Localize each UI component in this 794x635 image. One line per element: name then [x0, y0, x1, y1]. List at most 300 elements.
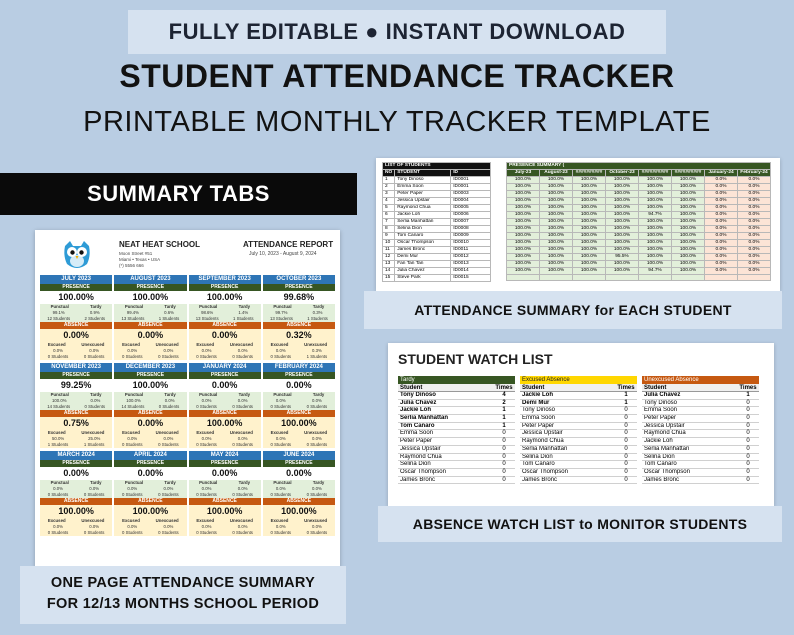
- unexcused-label: Unexcused: [304, 342, 328, 347]
- presence-value: 100.0%: [606, 261, 639, 268]
- presence-value: 100.0%: [507, 268, 540, 275]
- presence-label: PRESENCE: [263, 372, 335, 379]
- row-number: 8: [383, 226, 395, 233]
- main-title: STUDENT ATTENDANCE TRACKER: [119, 58, 675, 94]
- month-name: MARCH 2024: [40, 451, 112, 460]
- unexcused-value: 0.3%: [312, 348, 322, 353]
- table-row: [507, 268, 771, 275]
- presence-value: 100.0%: [573, 212, 606, 219]
- presence-value: 100.0%: [540, 247, 573, 254]
- watch-times: 0: [624, 422, 628, 429]
- excused-label: Excused: [47, 518, 66, 523]
- tardy-students: 2 Students: [84, 316, 106, 321]
- presence-value: 0.0%: [705, 205, 738, 212]
- presence-value: 100.0%: [639, 184, 672, 191]
- presence-value: 100.0%: [672, 212, 705, 219]
- watch-row: [520, 477, 637, 485]
- watch-student-name: Jessica Upstair: [400, 445, 441, 452]
- tardy-label: Tardy: [164, 304, 176, 309]
- punctual-students: 0 Students: [196, 492, 217, 497]
- unexcused-label: Unexcused: [155, 430, 179, 435]
- attendance-summary-sheet: [376, 158, 780, 291]
- month-name: DECEMBER 2023: [114, 363, 186, 372]
- table-row: [507, 219, 771, 226]
- presence-value: 0.0%: [738, 254, 771, 261]
- presence-value: 0.0%: [705, 240, 738, 247]
- excused-students: 0 Students: [47, 530, 69, 535]
- student-name: Emma Soon: [395, 184, 451, 191]
- watch-row: [398, 392, 515, 400]
- presence-value: 100.0%: [573, 247, 606, 254]
- watch-student-name: Emma Soon: [644, 407, 678, 414]
- presence-value: 0.0%: [738, 226, 771, 233]
- month-name: MAY 2024: [189, 451, 261, 460]
- tardy-value: 1.4%: [238, 310, 249, 315]
- absence-label: ABSENCE: [114, 322, 186, 329]
- presence-value: 100.0%: [573, 261, 606, 268]
- table-row: [383, 219, 491, 226]
- student-id: ID0014: [451, 268, 491, 275]
- watch-student-name: Julia Chavez: [400, 399, 437, 406]
- row-number: 7: [383, 219, 395, 226]
- student-id: ID0006: [451, 212, 491, 219]
- presence-value: 0.0%: [738, 219, 771, 226]
- watch-times: 0: [624, 453, 628, 460]
- table-header-row: [507, 170, 771, 177]
- absence-label: ABSENCE: [189, 322, 261, 329]
- presence-value: 100.0%: [639, 177, 672, 184]
- summary-header: PRESENCE SUMMARY (: [507, 163, 771, 170]
- month-card: [189, 363, 261, 448]
- punctual-value: 0.0%: [53, 486, 63, 491]
- caption-line: FOR 12/13 MONTHS SCHOOL PERIOD: [46, 596, 320, 612]
- absence-label: ABSENCE: [263, 498, 335, 505]
- watch-student-name: Selina Dion: [644, 453, 675, 460]
- table-row: [507, 177, 771, 184]
- excused-label: Excused: [47, 342, 66, 347]
- unexcused-students: 0 Students: [158, 354, 179, 359]
- tardy-value: 0.0%: [312, 398, 322, 403]
- presence-value: 0.0%: [705, 247, 738, 254]
- unexcused-value: 0.0%: [237, 524, 248, 529]
- presence-label: PRESENCE: [263, 284, 335, 291]
- presence-percent: 99.25%: [40, 379, 112, 392]
- watch-subheader: [398, 384, 515, 392]
- excused-value: 0.0%: [53, 524, 63, 529]
- watch-row: [642, 438, 759, 446]
- month-card: [263, 363, 335, 448]
- absence-sub-students: [189, 354, 261, 360]
- presence-value: 100.0%: [606, 212, 639, 219]
- tardy-label: Tardy: [90, 304, 102, 309]
- presence-value: [639, 275, 672, 281]
- presence-value: 100.0%: [540, 240, 573, 247]
- unexcused-value: 0.0%: [163, 348, 174, 353]
- presence-value: 100.0%: [507, 254, 540, 261]
- watch-row: [642, 477, 759, 485]
- presence-value: 100.0%: [540, 219, 573, 226]
- student-list-table: [382, 162, 491, 282]
- punctual-value: 99.7%: [275, 310, 288, 315]
- presence-value: 100.0%: [606, 226, 639, 233]
- watch-times: 0: [746, 415, 750, 422]
- presence-value: 100.0%: [672, 233, 705, 240]
- presence-value: 94.7%: [639, 268, 672, 275]
- table-row: [383, 275, 491, 282]
- watch-column-header: Unexcused Absence: [642, 376, 759, 384]
- tardy-students: 0 Students: [158, 492, 179, 497]
- table-row: [383, 212, 491, 219]
- watch-times: 0: [624, 407, 628, 414]
- unexcused-students: 1 Students: [83, 442, 105, 447]
- watch-student-name: Jackie Loh: [400, 407, 432, 414]
- excused-label: Excused: [47, 430, 66, 435]
- excused-value: 50.0%: [51, 436, 65, 441]
- table-row: [507, 247, 771, 254]
- presence-value: 100.0%: [606, 184, 639, 191]
- tardy-label: Tardy: [312, 480, 325, 485]
- student-id: ID0003: [451, 191, 491, 198]
- row-number: 11: [383, 247, 395, 254]
- month-card: [40, 363, 112, 448]
- presence-value: 100.0%: [540, 233, 573, 240]
- column-header: ID: [451, 170, 491, 177]
- watch-times: 0: [502, 438, 506, 445]
- presence-value: 100.0%: [639, 261, 672, 268]
- table-row: [507, 212, 771, 219]
- watch-row: [642, 423, 759, 431]
- month-card: [114, 363, 186, 448]
- presence-value: 0.0%: [705, 254, 738, 261]
- punctual-label: Punctual: [199, 304, 218, 309]
- student-id: ID0008: [451, 226, 491, 233]
- presence-value: [705, 275, 738, 281]
- excused-label: Excused: [196, 342, 215, 347]
- unexcused-value: 0.0%: [163, 436, 174, 441]
- presence-label: PRESENCE: [40, 372, 112, 379]
- presence-value: 100.0%: [540, 205, 573, 212]
- watch-times: 0: [746, 461, 750, 468]
- absence-label: ABSENCE: [40, 322, 112, 329]
- presence-value: 100.0%: [507, 212, 540, 219]
- presence-value: 0.0%: [705, 191, 738, 198]
- presence-value: 100.0%: [606, 198, 639, 205]
- punctual-value: 100.0%: [51, 398, 67, 403]
- month-column-header: ##########: [639, 170, 672, 177]
- watch-row: [398, 438, 515, 446]
- watch-times: 0: [746, 468, 750, 475]
- student-name: Jessica Upstair: [395, 198, 451, 205]
- table-row: [507, 191, 771, 198]
- student-id: ID0013: [451, 261, 491, 268]
- watch-row: [642, 446, 759, 454]
- watch-list-title: STUDENT WATCH LIST: [398, 351, 553, 367]
- presence-value: 100.0%: [606, 233, 639, 240]
- unexcused-label: Unexcused: [155, 518, 179, 523]
- row-number: 14: [383, 268, 395, 275]
- report-title: ATTENDANCE REPORT: [243, 240, 334, 249]
- student-label: Student: [644, 385, 667, 391]
- presence-percent: 0.00%: [40, 467, 112, 480]
- month-name: JANUARY 2024: [189, 363, 261, 372]
- month-card: [263, 451, 335, 536]
- student-id: ID0015: [451, 275, 491, 282]
- watch-student-name: Emma Soon: [400, 430, 434, 437]
- tardy-value: 0.6%: [164, 310, 174, 315]
- table-row: [383, 268, 491, 275]
- watch-times: 0: [502, 453, 506, 460]
- unexcused-value: 0.0%: [312, 436, 322, 441]
- month-card: [189, 451, 261, 536]
- tardy-label: Tardy: [90, 392, 102, 397]
- tardy-value: 0.0%: [163, 486, 174, 491]
- presence-value: 100.0%: [573, 191, 606, 198]
- tardy-label: Tardy: [238, 392, 251, 397]
- watch-student-name: Selina Dion: [400, 461, 431, 468]
- student-id: ID0005: [451, 205, 491, 212]
- unexcused-value: 0.0%: [237, 436, 248, 441]
- table-row: [383, 198, 491, 205]
- watch-times: 0: [624, 468, 628, 475]
- table-row: [507, 184, 771, 191]
- student-id: ID0009: [451, 233, 491, 240]
- presence-summary-table: [506, 162, 771, 281]
- watch-row: [398, 415, 515, 423]
- watch-list-sheet: [388, 343, 774, 507]
- student-id: ID0011: [451, 247, 491, 254]
- unexcused-label: Unexcused: [229, 430, 253, 435]
- unexcused-label: Unexcused: [81, 430, 105, 435]
- watch-times: 0: [746, 407, 750, 414]
- presence-value: 100.0%: [606, 268, 639, 275]
- presence-value: 100.0%: [573, 177, 606, 184]
- presence-value: 0.0%: [738, 247, 771, 254]
- watch-student-name: Jessica Upstair: [644, 422, 685, 429]
- row-number: 4: [383, 198, 395, 205]
- table-row: [507, 275, 771, 281]
- excused-value: 0.0%: [127, 348, 138, 353]
- table-row: [383, 205, 491, 212]
- presence-value: 100.0%: [540, 268, 573, 275]
- excused-value: 0.0%: [275, 436, 286, 441]
- student-name: Raymond Chua: [395, 205, 451, 212]
- unexcused-students: 0 Students: [232, 442, 253, 447]
- watch-row: [642, 469, 759, 477]
- presence-value: 100.0%: [540, 261, 573, 268]
- watch-student-name: Peter Paper: [522, 422, 555, 429]
- watch-times: 0: [624, 445, 628, 452]
- punctual-label: Punctual: [273, 304, 292, 309]
- watch-student-name: James Bronc: [522, 476, 558, 483]
- presence-value: 100.0%: [639, 240, 672, 247]
- watch-times: 2: [502, 399, 506, 406]
- month-name: JULY 2023: [40, 275, 112, 284]
- presence-value: 100.0%: [540, 177, 573, 184]
- presence-value: 100.0%: [507, 247, 540, 254]
- watch-row: [642, 415, 759, 423]
- student-id: ID0010: [451, 240, 491, 247]
- tardy-students: 1 Students: [307, 316, 328, 321]
- table-row: [383, 254, 491, 261]
- summary-tabs-label: SUMMARY TABS: [0, 173, 357, 215]
- presence-value: [672, 275, 705, 281]
- punctual-students: 0 Students: [47, 492, 69, 497]
- punctual-value: 99.1%: [52, 310, 65, 315]
- month-name: APRIL 2024: [114, 451, 186, 460]
- presence-value: 100.0%: [606, 205, 639, 212]
- presence-percent: 0.00%: [114, 467, 186, 480]
- table-row: [507, 198, 771, 205]
- excused-students: 0 Students: [196, 530, 217, 535]
- row-number: 12: [383, 254, 395, 261]
- watch-student-name: James Bronc: [644, 476, 680, 483]
- watch-times: 0: [746, 476, 750, 483]
- presence-value: 100.0%: [639, 219, 672, 226]
- absence-label: ABSENCE: [114, 410, 186, 417]
- presence-value: 100.0%: [540, 184, 573, 191]
- punctual-students: 14 Students: [121, 404, 145, 409]
- absence-label: ABSENCE: [263, 322, 335, 329]
- watch-student-name: Serlia Manhattan: [644, 445, 690, 452]
- absence-sub-students: [114, 442, 186, 448]
- watch-times: 0: [624, 430, 628, 437]
- month-column-header: July-23: [507, 170, 540, 177]
- presence-value: 0.0%: [738, 198, 771, 205]
- presence-value: 0.0%: [738, 212, 771, 219]
- unexcused-value: 25.0%: [88, 436, 101, 441]
- punctual-label: Punctual: [124, 392, 144, 397]
- presence-label: PRESENCE: [114, 460, 186, 467]
- presence-value: 0.0%: [738, 268, 771, 275]
- table-row: [507, 261, 771, 268]
- punctual-label: Punctual: [273, 480, 292, 485]
- excused-value: 0.0%: [127, 436, 138, 441]
- watch-row: [642, 407, 759, 415]
- excused-label: Excused: [196, 518, 215, 523]
- presence-value: 0.0%: [738, 261, 771, 268]
- punctual-label: Punctual: [199, 392, 218, 397]
- presence-percent: 100.00%: [189, 291, 261, 304]
- presence-percent: 0.00%: [263, 379, 335, 392]
- table-row: [383, 233, 491, 240]
- month-column-header: October-23: [606, 170, 639, 177]
- table-row: [383, 191, 491, 198]
- row-number: 2: [383, 184, 395, 191]
- presence-value: 100.0%: [573, 226, 606, 233]
- top-banner: FULLY EDITABLE ● INSTANT DOWNLOAD: [128, 10, 666, 54]
- unexcused-value: 0.0%: [237, 348, 248, 353]
- student-label: Student: [400, 385, 423, 391]
- absence-percent: 0.75%: [40, 417, 112, 430]
- presence-percent: 0.00%: [263, 467, 335, 480]
- watch-times: 1: [502, 415, 506, 422]
- month-card: [114, 275, 186, 360]
- watch-times: 0: [502, 430, 506, 437]
- watch-times: 1: [624, 399, 628, 406]
- unexcused-value: 0.0%: [89, 524, 100, 529]
- owl-logo-icon: [61, 240, 93, 270]
- watch-row: [520, 430, 637, 438]
- excused-students: 0 Students: [47, 354, 69, 359]
- column-header: STUDENT: [395, 170, 451, 177]
- month-column-header: August-23: [540, 170, 573, 177]
- table-row: [383, 247, 491, 254]
- punctual-students: 13 Students: [195, 316, 219, 321]
- presence-value: 100.0%: [507, 233, 540, 240]
- excused-value: 0.0%: [201, 436, 212, 441]
- tardy-students: 0 Students: [84, 404, 106, 409]
- absence-percent: 100.00%: [114, 505, 186, 518]
- watch-times: 0: [502, 461, 506, 468]
- excused-students: 0 Students: [270, 530, 292, 535]
- excused-label: Excused: [196, 430, 215, 435]
- absence-percent: 100.00%: [189, 417, 261, 430]
- presence-label: PRESENCE: [189, 372, 261, 379]
- presence-value: [507, 275, 540, 281]
- presence-value: 100.0%: [573, 254, 606, 261]
- presence-value: 0.0%: [705, 233, 738, 240]
- row-number: 3: [383, 191, 395, 198]
- presence-value: 0.0%: [705, 177, 738, 184]
- absence-percent: 0.00%: [189, 329, 261, 342]
- presence-value: 100.0%: [672, 226, 705, 233]
- excused-label: Excused: [122, 518, 140, 523]
- watch-row: [642, 430, 759, 438]
- watch-student-name: Peter Paper: [400, 438, 433, 445]
- unexcused-label: Unexcused: [229, 518, 253, 523]
- unexcused-students: 0 Students: [232, 530, 253, 535]
- watch-row: [642, 461, 759, 469]
- presence-value: 100.0%: [540, 191, 573, 198]
- excused-students: 0 Students: [122, 442, 143, 447]
- watch-student-name: Tony Dinoso: [644, 399, 678, 406]
- table-row: [507, 254, 771, 261]
- watch-times: 0: [746, 453, 750, 460]
- watch-student-name: Tom Canaro: [644, 461, 677, 468]
- row-number: 13: [383, 261, 395, 268]
- tardy-label: Tardy: [238, 480, 251, 485]
- report-date-range: July 10, 2023 - August 9, 2024: [249, 251, 317, 257]
- presence-value: [738, 275, 771, 281]
- caption-one-page-summary: [20, 566, 346, 624]
- punctual-students: 12 Students: [47, 316, 71, 321]
- presence-value: 100.0%: [672, 247, 705, 254]
- tardy-label: Tardy: [238, 304, 251, 309]
- presence-value: 100.0%: [672, 205, 705, 212]
- presence-value: 100.0%: [639, 226, 672, 233]
- presence-percent: 100.00%: [114, 291, 186, 304]
- tardy-label: Tardy: [312, 392, 325, 397]
- times-label: Times: [739, 385, 757, 391]
- excused-label: Excused: [270, 518, 289, 523]
- tardy-students: 0 Students: [306, 404, 328, 409]
- absence-sub-students: [263, 354, 335, 360]
- watch-times: 0: [624, 415, 628, 422]
- punctual-value: 0.0%: [201, 486, 212, 491]
- punctual-students: 0 Students: [196, 404, 217, 409]
- month-name: NOVEMBER 2023: [40, 363, 112, 372]
- presence-value: 0.0%: [738, 205, 771, 212]
- punctual-label: Punctual: [124, 304, 144, 309]
- unexcused-value: 0.0%: [163, 524, 174, 529]
- tardy-value: 0.0%: [312, 486, 322, 491]
- watch-times: 0: [502, 445, 506, 452]
- presence-value: 100.0%: [573, 198, 606, 205]
- excused-value: 0.0%: [275, 348, 286, 353]
- presence-value: 0.0%: [738, 240, 771, 247]
- table-header-row: [383, 170, 491, 177]
- tardy-value: 0.9%: [89, 310, 100, 315]
